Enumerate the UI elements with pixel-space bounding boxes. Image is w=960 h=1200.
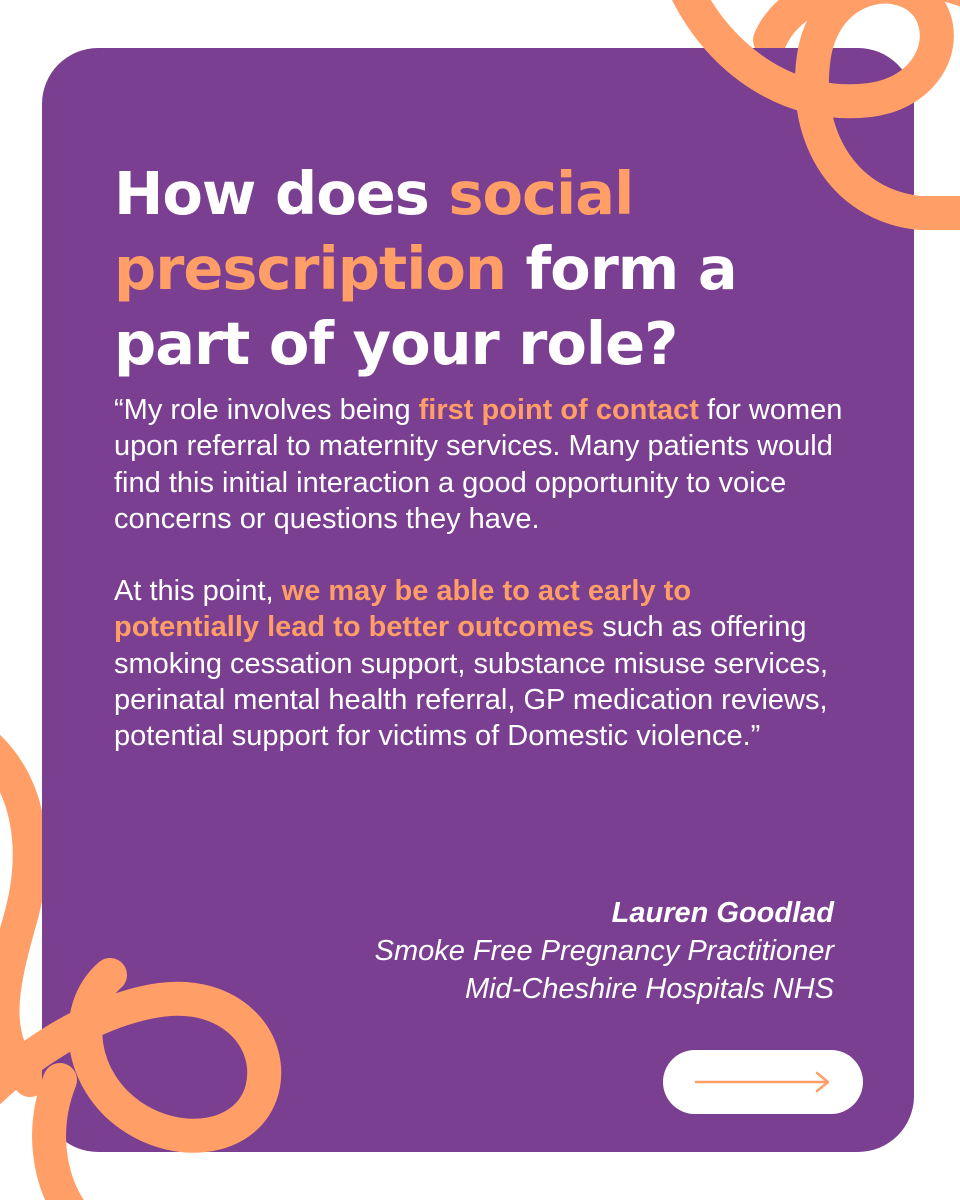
attribution-organization: Mid-Cheshire Hospitals NHS bbox=[464, 973, 834, 1005]
quote-p2-text-b: such as offering smoking cessation support, substance misuse services, perinatal mental health referral, GP medication reviews, potential support for victims of Domestic violence.” bbox=[114, 611, 829, 753]
swirl-left-back bbox=[0, 740, 30, 1080]
quote-p1-text-b: for women upon referral to maternity services. Many patients would find this initial interaction a good opportunity to voice concerns or questions they have. bbox=[114, 394, 843, 535]
quote-p2-highlight: we may be able to act early to potentially lead to better outcomes bbox=[114, 575, 692, 644]
headline-accent: social prescription bbox=[114, 159, 634, 303]
quote-p1-text-a: “My role involves being bbox=[114, 394, 419, 426]
headline-part-3: form a part of your role? bbox=[114, 234, 737, 378]
next-button[interactable] bbox=[663, 1050, 863, 1114]
headline-part-1: How does bbox=[114, 159, 449, 228]
arrow-right-icon bbox=[695, 1071, 831, 1093]
swirl-top-right-back bbox=[770, 0, 960, 40]
quote-paragraph-1 bbox=[114, 392, 844, 537]
quote-p1-highlight: first point of contact bbox=[418, 394, 699, 426]
quote-paragraph-2 bbox=[114, 573, 844, 754]
headline bbox=[114, 156, 814, 381]
attribution bbox=[375, 894, 834, 1008]
attribution-name: Lauren Goodlad bbox=[611, 897, 834, 929]
attribution-role: Smoke Free Pregnancy Practitioner bbox=[374, 935, 834, 967]
quote-body bbox=[114, 392, 844, 755]
quote-p2-text-a: At this point, bbox=[114, 575, 282, 608]
